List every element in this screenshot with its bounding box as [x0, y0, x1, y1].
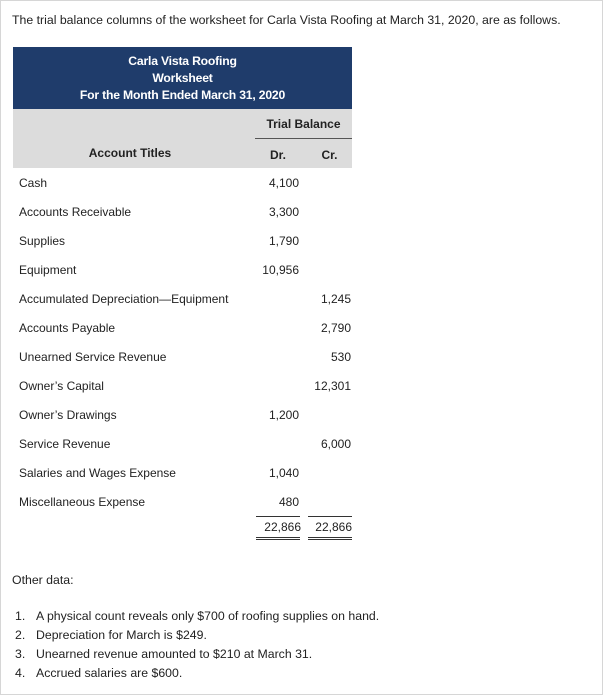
credit-total: 22,866 — [315, 520, 352, 534]
credit-total-double-rule-2 — [308, 539, 352, 540]
account-title: Equipment — [19, 263, 77, 277]
account-title: Owner’s Drawings — [19, 408, 117, 422]
note-text: Depreciation for March is $249. — [36, 628, 207, 642]
credit-amount: 12,301 — [314, 379, 351, 393]
table-row — [13, 321, 352, 341]
credit-amount: 6,000 — [320, 437, 351, 451]
note-number: 3. — [15, 647, 26, 661]
debit-total-double-rule-2 — [256, 539, 300, 540]
table-row — [13, 292, 352, 312]
worksheet-banner — [13, 47, 352, 109]
account-title: Unearned Service Revenue — [19, 350, 167, 364]
debit-header: Dr. — [269, 148, 286, 162]
table-row — [13, 379, 352, 399]
debit-total: 22,866 — [264, 520, 301, 534]
company-name: Carla Vista Roofing — [128, 54, 237, 68]
debit-amount: 1,040 — [268, 466, 299, 480]
credit-total-top-rule — [308, 516, 352, 517]
trial-balance-rule — [255, 138, 352, 139]
debit-amount: 10,956 — [262, 263, 299, 277]
account-title: Service Revenue — [19, 437, 111, 451]
debit-total-top-rule — [256, 516, 300, 517]
debit-amount: 1,790 — [268, 234, 299, 248]
note-text: Unearned revenue amounted to $210 at March 31. — [36, 647, 313, 661]
account-title: Accounts Receivable — [19, 205, 132, 219]
table-row — [13, 437, 352, 457]
table-row — [13, 176, 352, 196]
credit-amount: 1,245 — [320, 292, 351, 306]
note-text: Accrued salaries are $600. — [36, 666, 183, 680]
account-title: Miscellaneous Expense — [19, 495, 146, 509]
account-title: Accumulated Depreciation—Equipment — [19, 292, 229, 306]
debit-amount: 1,200 — [268, 408, 299, 422]
note-number: 4. — [15, 666, 26, 680]
table-row — [13, 408, 352, 428]
debit-total-double-rule-1 — [256, 537, 300, 538]
account-title: Cash — [19, 176, 48, 190]
table-row — [13, 205, 352, 225]
table-row — [13, 495, 352, 515]
intro-text: The trial balance columns of the worksheet for Carla Vista Roofing at March 31, 2020, are as follows. — [12, 13, 561, 27]
list-item — [15, 628, 379, 647]
account-title: Supplies — [19, 234, 66, 248]
list-item — [15, 647, 379, 666]
table-row — [13, 350, 352, 370]
list-item — [15, 666, 379, 685]
account-title: Owner’s Capital — [19, 379, 104, 393]
note-number: 1. — [15, 609, 26, 623]
account-titles-header: Account Titles — [88, 146, 172, 160]
note-number: 2. — [15, 628, 26, 642]
worksheet-title: Worksheet — [152, 71, 213, 85]
debit-amount: 3,300 — [268, 205, 299, 219]
notes-list — [15, 609, 379, 685]
table-row — [13, 234, 352, 254]
credit-total-double-rule-1 — [308, 537, 352, 538]
trial-balance-header: Trial Balance — [266, 117, 341, 131]
account-title: Salaries and Wages Expense — [19, 466, 176, 480]
other-data-label: Other data: — [12, 573, 74, 587]
period-title: For the Month Ended March 31, 2020 — [79, 88, 286, 102]
debit-amount: 4,100 — [268, 176, 299, 190]
account-title: Accounts Payable — [19, 321, 116, 335]
table-row — [13, 263, 352, 283]
table-row — [13, 466, 352, 486]
debit-amount: 480 — [278, 495, 299, 509]
credit-header: Cr. — [321, 148, 338, 162]
credit-amount: 530 — [330, 350, 351, 364]
note-text: A physical count reveals only $700 of roofing supplies on hand. — [36, 609, 380, 623]
credit-amount: 2,790 — [320, 321, 351, 335]
list-item — [15, 609, 379, 628]
